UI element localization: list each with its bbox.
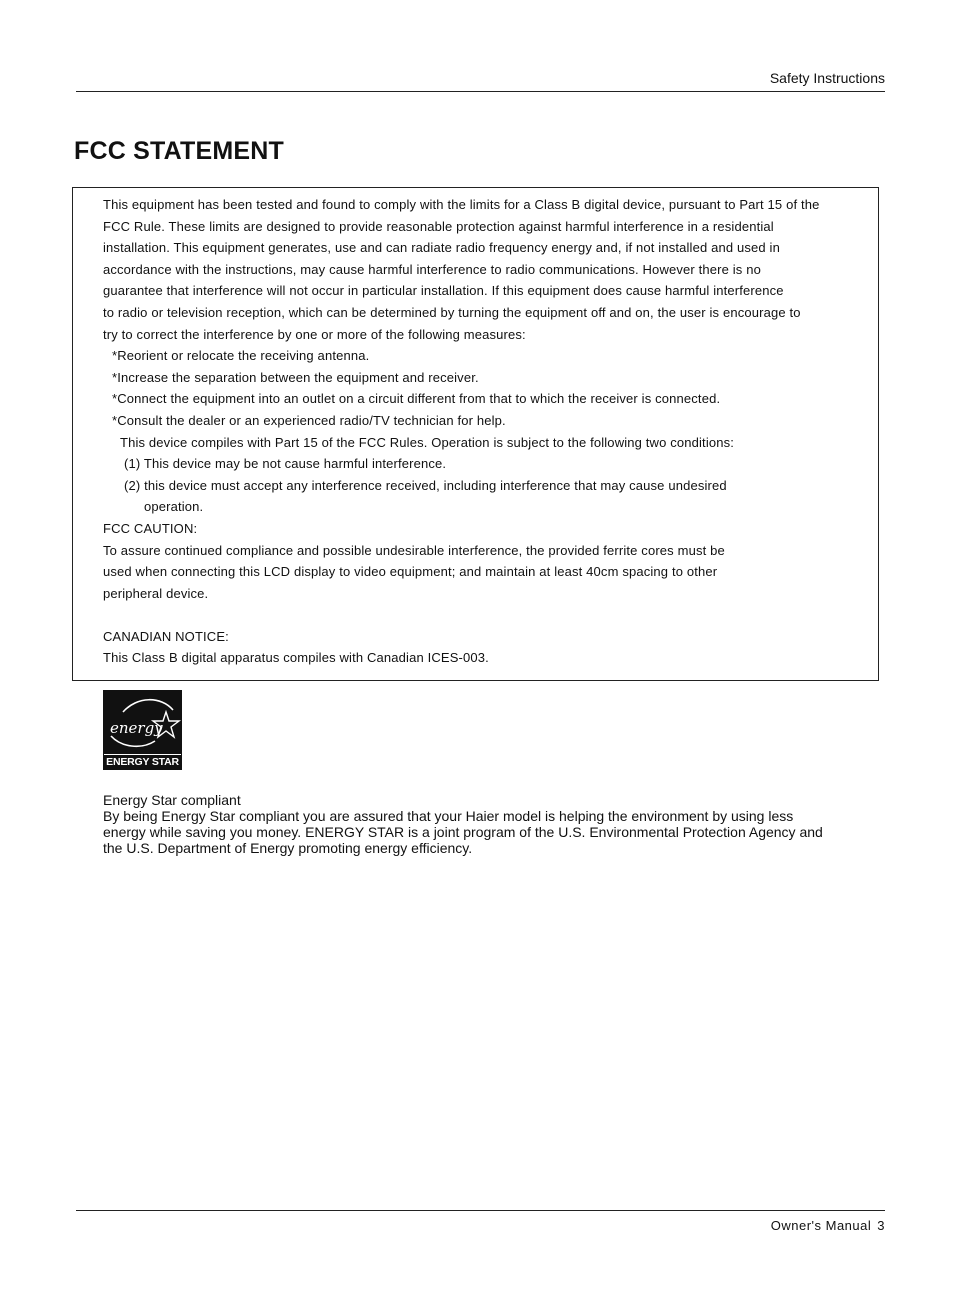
top-divider: [76, 91, 885, 92]
fcc-line: used when connecting this LCD display to video equipment; and maintain at least 40cm spacing to other: [103, 564, 718, 580]
footer-manual-label: Owner's Manual: [770, 1218, 872, 1233]
fcc-line: To assure continued compliance and possible undesirable interference, the provided ferrite cores must be: [103, 542, 725, 558]
page-title: FCC STATEMENT: [74, 137, 284, 165]
canadian-notice-text: This Class B digital apparatus compiles with Canadian ICES-003.: [103, 650, 489, 666]
fcc-condition-continuation: operation.: [144, 499, 204, 515]
fcc-line: This equipment has been tested and found to comply with the limits for a Class B digital device, pursuant to Part 15 of the: [103, 197, 820, 212]
fcc-blank-line: [103, 604, 868, 626]
page-footer: [771, 1218, 885, 1233]
page-number: 3: [877, 1218, 885, 1233]
energy-star-line: the U.S. Department of Energy promoting energy efficiency.: [103, 840, 473, 856]
fcc-statement-box: [72, 187, 879, 681]
fcc-line: installation. This equipment generates, use and can radiate radio frequency energy and, if not installed and used in: [103, 240, 780, 256]
fcc-line: FCC Rule. These limits are designed to provide reasonable protection against harmful interference in a residential: [103, 218, 774, 234]
fcc-statement-text: [103, 194, 868, 669]
energy-star-heading: Energy Star compliant: [103, 792, 241, 808]
energy-logo-script: energy: [110, 719, 163, 737]
energy-star-line: By being Energy Star compliant you are assured that your Haier model is helping the environment by using less: [103, 808, 794, 824]
energy-star-icon: [103, 690, 182, 756]
fcc-caution-heading: FCC CAUTION:: [103, 520, 198, 536]
energy-star-logo: [103, 690, 182, 770]
fcc-measure-item: *Reorient or relocate the receiving antenna.: [112, 348, 370, 364]
fcc-line: peripheral device.: [103, 585, 209, 601]
fcc-condition-item: (1) This device may be not cause harmful interference.: [124, 456, 447, 472]
fcc-measure-item: *Increase the separation between the equipment and receiver.: [112, 369, 479, 385]
fcc-line: to radio or television reception, which can be determined by turning the equipment off and on, the user is encourage to: [103, 304, 801, 320]
fcc-line: try to correct the interference by one or more of the following measures:: [103, 326, 526, 342]
bottom-divider: [76, 1210, 885, 1211]
canadian-notice-heading: CANADIAN NOTICE:: [103, 628, 229, 644]
section-header: Safety Instructions: [769, 70, 885, 86]
fcc-measure-item: *Connect the equipment into an outlet on a circuit different from that to which the receiver is connected.: [112, 391, 721, 407]
fcc-condition-item: (2) this device must accept any interference received, including interference that may cause undesired: [124, 477, 727, 493]
energy-star-description: [103, 792, 863, 856]
fcc-line: guarantee that interference will not occur in particular installation. If this equipment does cause harmful interference: [103, 283, 784, 299]
energy-star-logo-label: ENERGY STAR: [104, 754, 181, 769]
fcc-line: accordance with the instructions, may cause harmful interference to radio communications. However there is no: [103, 261, 761, 277]
fcc-measure-item: *Consult the dealer or an experienced radio/TV technician for help.: [112, 412, 506, 428]
energy-star-line: energy while saving you money. ENERGY STAR is a joint program of the U.S. Environmental Protection Agency and: [103, 824, 823, 840]
fcc-conditions-intro: This device compiles with Part 15 of the FCC Rules. Operation is subject to the following two conditions:: [120, 434, 735, 450]
